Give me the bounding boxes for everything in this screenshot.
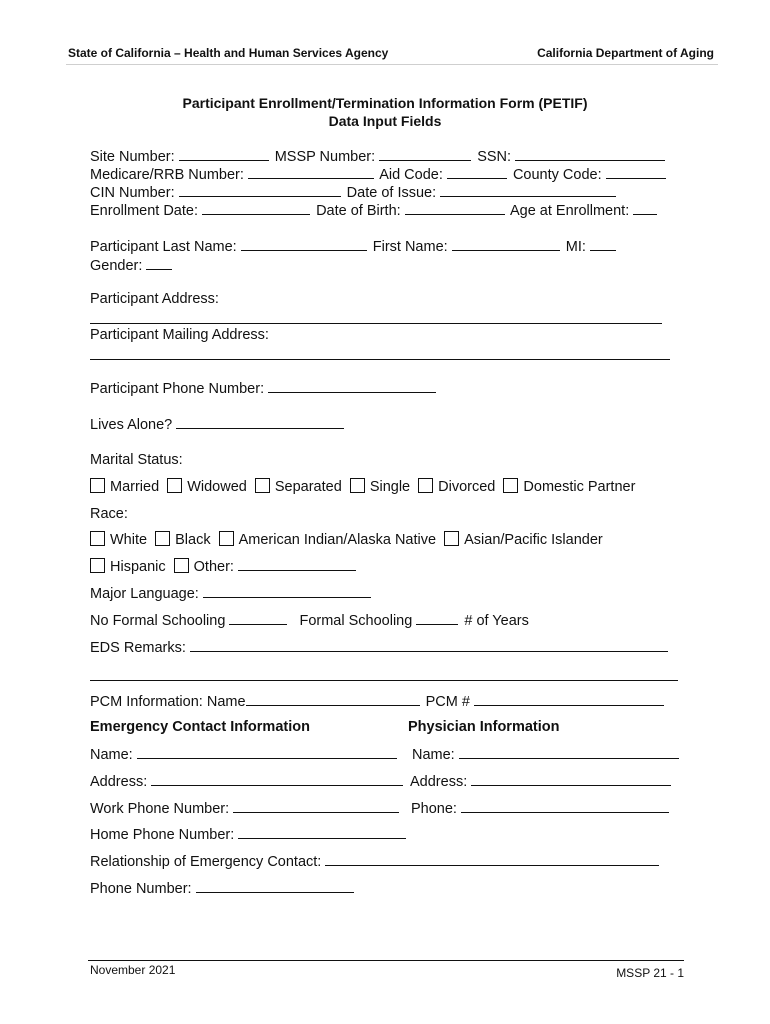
enrollment-date-label: Enrollment Date: (90, 203, 198, 219)
form-subtitle: Data Input Fields (328, 113, 442, 129)
enrollment-date-field[interactable] (202, 201, 310, 215)
pcm-name-field[interactable] (246, 692, 420, 706)
other-checkbox[interactable] (174, 558, 189, 573)
county-code-label: County Code: (512, 167, 602, 183)
last-name-label: Participant Last Name: (90, 239, 237, 255)
row-phone (90, 379, 438, 398)
footer-form-id: MSSP 21 - 1 (616, 966, 684, 980)
ec-phone-field[interactable] (196, 879, 354, 893)
american-indian-label: American Indian/Alaska Native (238, 532, 437, 548)
footer-date: November 2021 (90, 963, 176, 977)
ph-name-label: Name: (412, 747, 455, 763)
row-ec-home-phone (90, 825, 408, 844)
black-checkbox[interactable] (155, 531, 170, 546)
divorced-label: Divorced (438, 479, 496, 495)
american-indian-checkbox[interactable] (219, 531, 234, 546)
ec-address-field[interactable] (151, 772, 403, 786)
aid-code-field[interactable] (447, 165, 507, 179)
widowed-checkbox[interactable] (167, 478, 182, 493)
asian-pacific-checkbox[interactable] (444, 531, 459, 546)
mailing-address-field[interactable] (90, 359, 670, 360)
eds-remarks-label: EDS Remarks: (90, 640, 186, 656)
ph-phone-label: Phone: (411, 801, 457, 817)
row-enrollment (90, 201, 659, 220)
black-label: Black (175, 532, 211, 548)
ph-address-field[interactable] (471, 772, 671, 786)
domestic-partner-checkbox[interactable] (503, 478, 518, 493)
form-title: Participant Enrollment/Termination Information Form (PETIF) (182, 95, 588, 111)
gender-label: Gender: (90, 258, 143, 274)
physician-heading: Physician Information (408, 719, 560, 735)
row-name (90, 237, 618, 256)
row-eds (90, 638, 670, 657)
row-ec-relationship (90, 852, 661, 871)
lives-alone-field[interactable] (176, 415, 344, 429)
age-at-enrollment-field[interactable] (633, 201, 657, 215)
marital-status-label: Marital Status: (90, 452, 183, 468)
hispanic-label: Hispanic (110, 559, 166, 575)
mailing-address-label: Participant Mailing Address: (90, 327, 269, 343)
ph-name-field[interactable] (459, 745, 679, 759)
white-label: White (110, 532, 148, 548)
pcm-number-label: PCM # (425, 694, 470, 710)
row-ph-address (410, 772, 673, 791)
other-field[interactable] (238, 557, 356, 571)
other-label: Other: (193, 559, 234, 575)
ec-relationship-label: Relationship of Emergency Contact: (90, 854, 322, 870)
row-ec-work-phone (90, 799, 401, 818)
row-ph-phone (411, 799, 671, 818)
last-name-field[interactable] (241, 237, 367, 251)
no-formal-schooling-field[interactable] (229, 611, 287, 625)
phone-field[interactable] (268, 379, 436, 393)
date-of-birth-field[interactable] (405, 201, 505, 215)
header-department: California Department of Aging (537, 46, 714, 60)
mssp-number-label: MSSP Number: (274, 149, 376, 165)
row-ec-phone (90, 879, 356, 898)
header-agency: State of California – Health and Human Services Agency (68, 46, 389, 60)
race-options-2 (90, 557, 358, 576)
years-label: # of Years (464, 613, 529, 629)
row-pcm (90, 692, 666, 711)
row-ids (90, 147, 667, 166)
row-ph-name (412, 745, 681, 764)
row-cin (90, 183, 618, 202)
row-ec-name (90, 745, 399, 764)
eds-remarks-line-2[interactable] (90, 680, 678, 681)
single-checkbox[interactable] (350, 478, 365, 493)
pcm-number-field[interactable] (474, 692, 664, 706)
row-ec-address (90, 772, 405, 791)
separated-label: Separated (274, 479, 342, 495)
address-field[interactable] (90, 323, 662, 324)
ec-relationship-field[interactable] (325, 852, 659, 866)
cin-number-field[interactable] (179, 183, 341, 197)
single-label: Single (369, 479, 411, 495)
ec-work-phone-field[interactable] (233, 799, 399, 813)
ec-work-phone-label: Work Phone Number: (90, 801, 230, 817)
cin-number-label: CIN Number: (90, 185, 175, 201)
age-at-enrollment-label: Age at Enrollment: (509, 203, 630, 219)
ssn-label: SSN: (477, 149, 512, 165)
race-label: Race: (90, 506, 128, 522)
row-lives-alone (90, 415, 346, 434)
row-gender (90, 256, 174, 275)
ssn-field[interactable] (515, 147, 665, 161)
domestic-partner-label: Domestic Partner (523, 479, 636, 495)
gender-field[interactable] (146, 256, 172, 270)
hispanic-checkbox[interactable] (90, 558, 105, 573)
first-name-label: First Name: (372, 239, 448, 255)
pcm-name-label: PCM Information: Name (90, 694, 246, 710)
ph-address-label: Address: (410, 774, 468, 790)
county-code-field[interactable] (606, 165, 666, 179)
ec-phone-label: Phone Number: (90, 881, 192, 897)
first-name-field[interactable] (452, 237, 560, 251)
separated-checkbox[interactable] (255, 478, 270, 493)
no-formal-schooling-label: No Formal Schooling (90, 613, 226, 629)
major-language-label: Major Language: (90, 586, 199, 602)
medicare-label: Medicare/RRB Number: (90, 167, 244, 183)
row-schooling (90, 611, 529, 630)
ec-name-field[interactable] (137, 745, 397, 759)
divorced-checkbox[interactable] (418, 478, 433, 493)
ph-phone-field[interactable] (461, 799, 669, 813)
address-label: Participant Address: (90, 291, 219, 307)
white-checkbox[interactable] (90, 531, 105, 546)
married-checkbox[interactable] (90, 478, 105, 493)
aid-code-label: Aid Code: (379, 167, 443, 183)
header-divider (66, 64, 718, 65)
marital-options (90, 478, 639, 496)
ec-home-phone-label: Home Phone Number: (90, 827, 235, 843)
footer-divider (88, 960, 684, 961)
lives-alone-label: Lives Alone? (90, 417, 173, 433)
site-number-label: Site Number: (90, 149, 175, 165)
race-options-1 (90, 531, 607, 549)
mi-label: MI: (565, 239, 586, 255)
date-of-issue-label: Date of Issue: (346, 185, 437, 201)
mi-field[interactable] (590, 237, 616, 251)
ec-home-phone-field[interactable] (238, 825, 406, 839)
mssp-number-field[interactable] (379, 147, 471, 161)
ec-address-label: Address: (90, 774, 148, 790)
major-language-field[interactable] (203, 584, 371, 598)
row-medicare (90, 165, 668, 184)
asian-pacific-label: Asian/Pacific Islander (464, 532, 603, 548)
row-language (90, 584, 373, 603)
date-of-birth-label: Date of Birth: (316, 203, 401, 219)
married-label: Married (110, 479, 160, 495)
formal-schooling-field[interactable] (416, 611, 458, 625)
ec-name-label: Name: (90, 747, 133, 763)
phone-label: Participant Phone Number: (90, 381, 265, 397)
medicare-field[interactable] (248, 165, 374, 179)
date-of-issue-field[interactable] (440, 183, 616, 197)
eds-remarks-field[interactable] (190, 638, 668, 652)
emergency-heading: Emergency Contact Information (90, 719, 310, 735)
formal-schooling-label: Formal Schooling (299, 613, 413, 629)
widowed-label: Widowed (187, 479, 247, 495)
site-number-field[interactable] (179, 147, 269, 161)
